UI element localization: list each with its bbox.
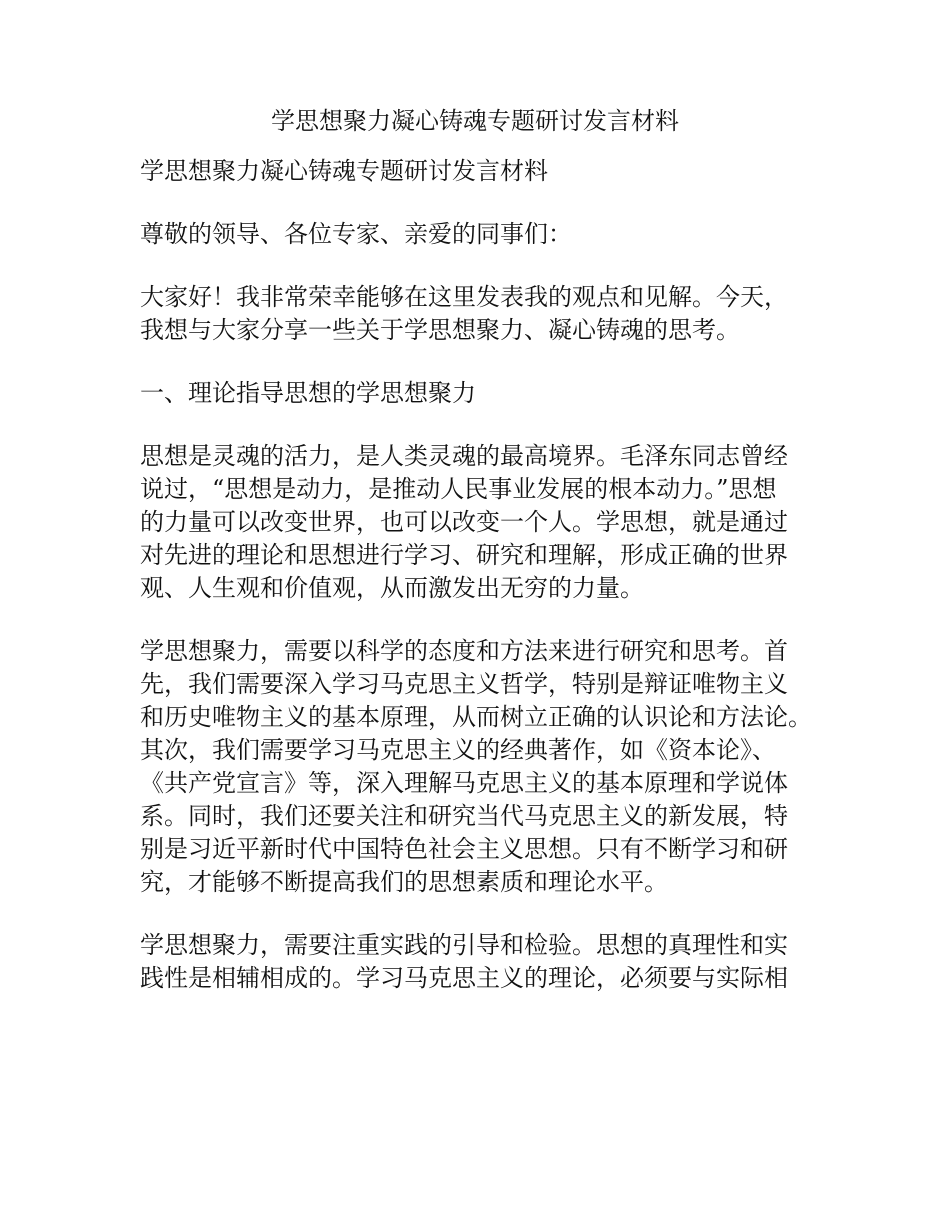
text-line: 对先进的理论和思想进行学习、研究和理解，形成正确的世界 — [140, 541, 788, 569]
text-line: 学思想聚力凝心铸魂专题研讨发言材料 — [140, 157, 548, 185]
paragraph-salutation — [140, 218, 830, 251]
paragraph-para-2 — [140, 635, 830, 899]
text-line: 说过，“思想是动力，是推动人民事业发展的根本动力。”思想 — [140, 475, 777, 503]
text-line: 别是习近平新时代中国特色社会主义思想。只有不断学习和研 — [140, 835, 788, 863]
paragraph-subtitle — [140, 155, 830, 188]
text-line: 和历史唯物主义的基本原理，从而树立正确的认识论和方法论。 — [140, 703, 812, 731]
text-line: 《共产党宣言》等，深入理解马克思主义的基本原理和学说体 — [140, 769, 788, 797]
text-line: 观、人生观和价值观，从而激发出无穷的力量。 — [140, 574, 644, 602]
paragraph-heading-1 — [140, 377, 830, 410]
text-line: 系。同时，我们还要关注和研究当代马克思主义的新发展，特 — [140, 802, 788, 830]
text-line: 先，我们需要深入学习马克思主义哲学，特别是辩证唯物主义 — [140, 670, 788, 698]
text-line: 究，才能够不断提高我们的思想素质和理论水平。 — [140, 868, 668, 896]
paragraph-para-3 — [140, 929, 830, 995]
text-line: 大家好！我非常荣幸能够在这里发表我的观点和见解。今天， — [140, 283, 788, 311]
text-line: 一、理论指导思想的学思想聚力 — [140, 379, 476, 407]
text-line: 践性是相辅相成的。学习马克思主义的理论，必须要与实际相 — [140, 964, 788, 992]
text-line: 的力量可以改变世界，也可以改变一个人。学思想，就是通过 — [140, 508, 788, 536]
text-line: 学思想聚力，需要注重实践的引导和检验。思想的真理性和实 — [140, 931, 788, 959]
paragraph-para-1 — [140, 440, 830, 605]
text-line: 我想与大家分享一些关于学思想聚力、凝心铸魂的思考。 — [140, 316, 740, 344]
document-body — [140, 155, 830, 1025]
text-line: 学思想聚力，需要以科学的态度和方法来进行研究和思考。首 — [140, 637, 788, 665]
text-line: 其次，我们需要学习马克思主义的经典著作，如《资本论》、 — [140, 736, 776, 764]
text-line: 尊敬的领导、各位专家、亲爱的同事们： — [140, 220, 572, 248]
document-title: 学思想聚力凝心铸魂专题研讨发言材料 — [271, 107, 679, 135]
paragraph-opening — [140, 281, 830, 347]
text-line: 思想是灵魂的活力，是人类灵魂的最高境界。毛泽东同志曾经 — [140, 442, 788, 470]
